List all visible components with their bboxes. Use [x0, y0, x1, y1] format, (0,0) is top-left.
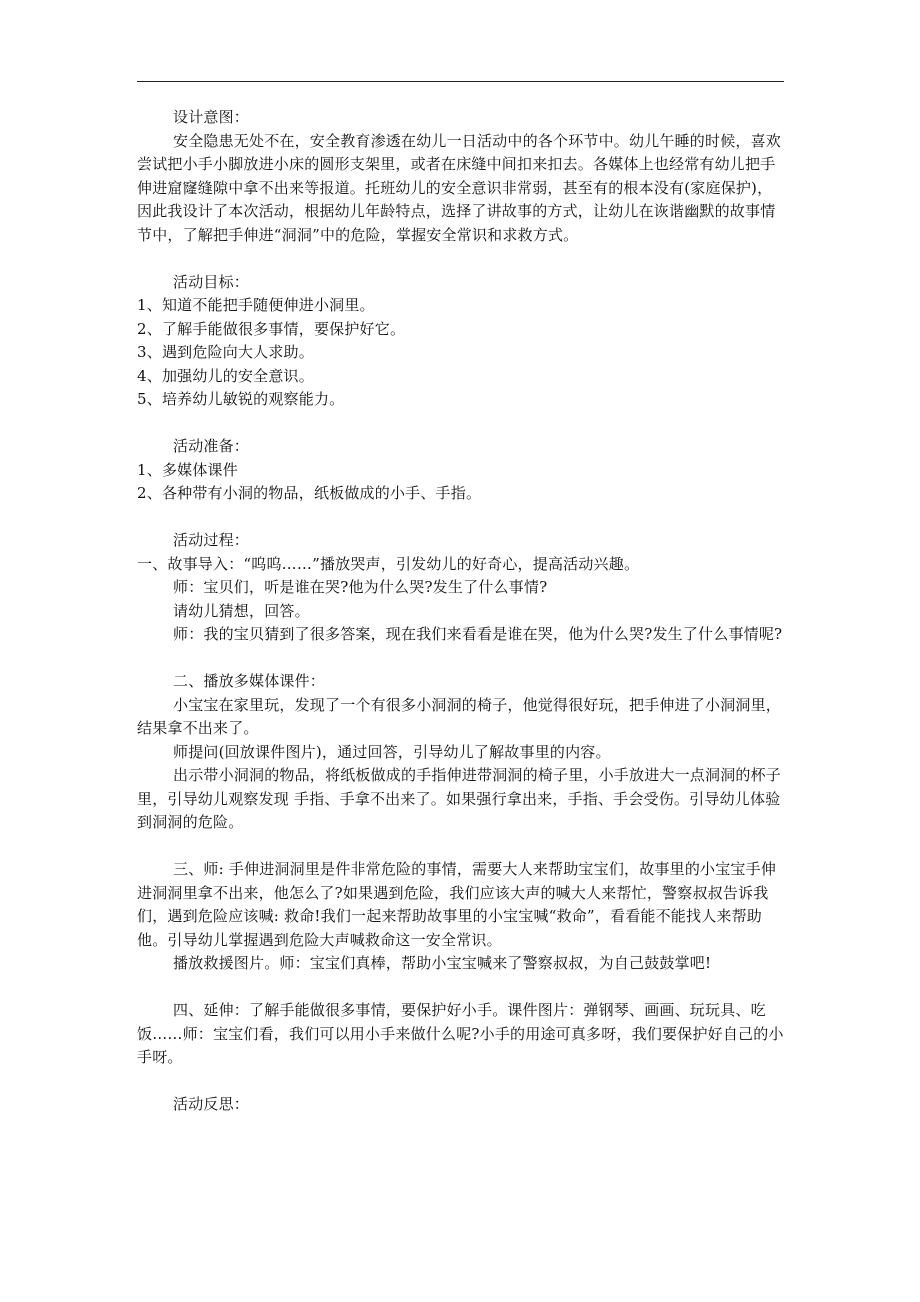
preparation-heading: 活动准备：: [173, 437, 250, 455]
step2-title: 二、播放多媒体课件：: [173, 672, 326, 690]
step3-paragraph: 三、师: 手伸进洞洞里是件非常危险的事情，需要大人来帮助宝宝们，故事里的小宝宝手伸进洞洞里拿不出来，他怎么了?如果遇到危险，我们应该大声的喊大人来帮忙，警察叔叔告诉我们，遇到危险应该喊: 救命!我们一起来帮助故事里的小宝宝喊“救命”，看看能不能找人来帮助他。引导幼儿掌握遇到危险大声喊救命这一安全常识。: [137, 860, 777, 949]
goal-item: 3、遇到危险向大人求助。: [137, 343, 314, 361]
step2-demonstration: 出示带小洞洞的物品，将纸板做成的手指伸进带洞洞的椅子里，小手放进大一点洞洞的杯子里，引导幼儿观察发现 手指、手拿不出来了。如果强行拿出来，手指、手会受伤。引导幼儿体验到洞洞的危险。: [137, 766, 782, 831]
step1-teacher-response: 师：我的宝贝猜到了很多答案，现在我们来看看是谁在哭，他为什么哭?发生了什么事情呢?: [173, 625, 783, 643]
spacer: [137, 976, 787, 1000]
goal-item: 5、培养幼儿敏锐的观察能力。: [137, 390, 345, 408]
goal-item: 2、了解手能做很多事情，要保护好它。: [137, 319, 406, 338]
design-intent-heading: 设计意图：: [173, 108, 250, 126]
step3-rescue: 播放救援图片。师：宝宝们真棒，帮助小宝宝喊来了警察叔叔，为自己鼓鼓掌吧!: [173, 954, 712, 972]
document-body: [137, 106, 787, 1117]
spacer: [137, 1070, 787, 1094]
process-heading: 活动过程：: [173, 531, 250, 549]
spacer: [137, 506, 787, 530]
goals-heading: 活动目标：: [173, 272, 250, 291]
step2-question: 师提问(回放课件图片)，通过回答，引导幼儿了解故事里的内容。: [173, 742, 611, 761]
preparation-item: 2、各种带有小洞的物品，纸板做成的小手、手指。: [137, 484, 482, 502]
goal-item: 1、知道不能把手随便伸进小洞里。: [137, 296, 375, 314]
spacer: [137, 647, 787, 671]
preparation-item: 1、多媒体课件: [137, 460, 238, 479]
step1-teacher-question: 师：宝贝们，听是谁在哭?他为什么哭?发生了什么事情?: [173, 578, 548, 596]
step1-children-guess: 请幼儿猜想，回答。: [173, 601, 310, 620]
design-intent-paragraph: 安全隐患无处不在，安全教育渗透在幼儿一日活动中的各个环节中。幼儿午睡的时候，喜欢尝试把小手小脚放进小床的圆形支架里，或者在床缝中间扣来扣去。各媒体上也经常有幼儿把手伸进窟窿缝隙中拿不出来等报道。托班幼儿的安全意识非常弱，甚至有的根本没有(家庭保护)，因此我设计了本次活动，根据幼儿年龄特点，选择了讲故事的方式，让幼儿在诙谐幽默的故事情节中，了解把手伸进“洞洞”中的危险，掌握安全常识和求救方式。: [137, 131, 782, 244]
spacer: [137, 247, 787, 271]
spacer: [137, 412, 787, 436]
step1-intro: 一、故事导入：“呜呜……”播放哭声，引发幼儿的好奇心，提高活动兴趣。: [137, 554, 640, 573]
reflection-heading: 活动反思：: [173, 1095, 250, 1113]
header-rule: [137, 81, 784, 82]
spacer: [137, 835, 787, 859]
step4-paragraph: 四、延伸：了解手能做很多事情，要保护好小手。课件图片：弹钢琴、画画、玩玩具、吃饭……师：宝宝们看，我们可以用小手来做什么呢?小手的用途可真多呀，我们要保护好自己的小手呀。: [137, 1001, 784, 1066]
goal-item: 4、加强幼儿的安全意识。: [137, 366, 314, 385]
step2-story: 小宝宝在家里玩，发现了一个有很多小洞洞的椅子，他觉得很好玩，把手伸进了小洞洞里，结果拿不出来了。: [137, 695, 782, 737]
